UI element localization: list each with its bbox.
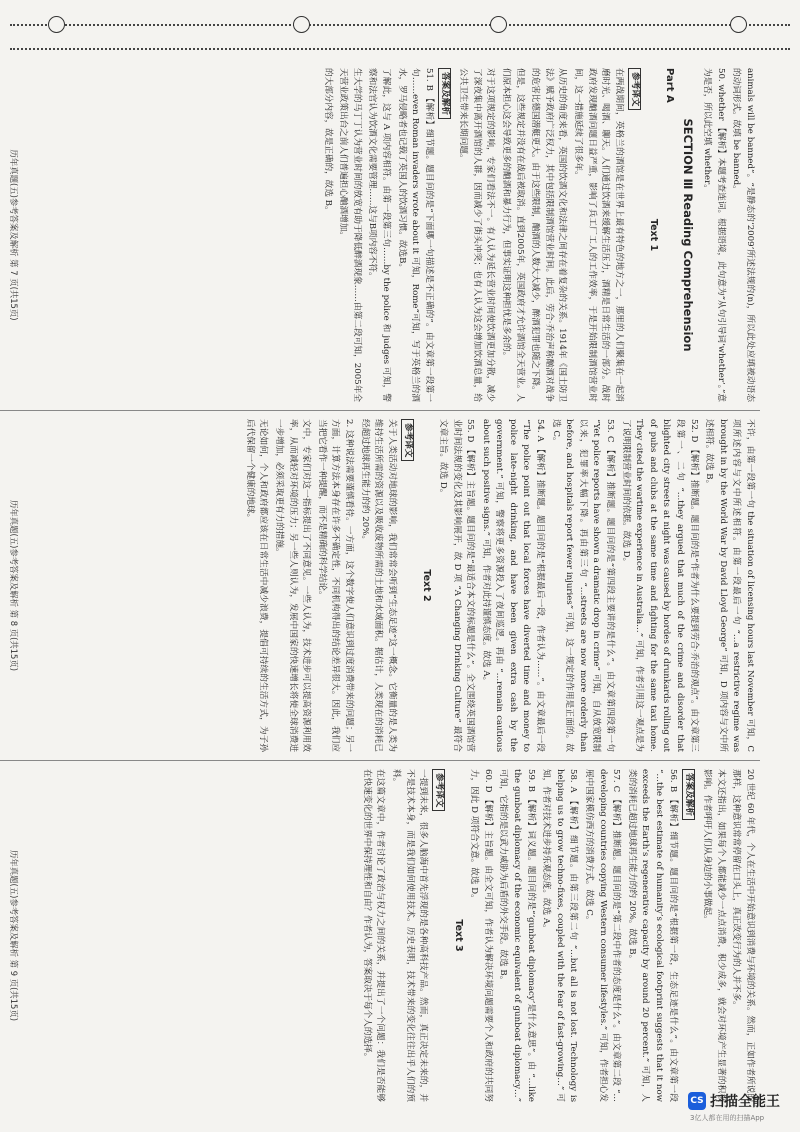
text-heading: Text 1	[648, 218, 660, 252]
page-body	[320, 68, 756, 402]
paragraph: 了解此，这与 A 项内容相符。由第一段第三句……by the police 和 judges 可知，警察和法官认为饮酒文化需要管理……这与B项内容不符。	[367, 68, 391, 402]
paragraph: 一提到未来，很多人脑海中首先浮现的是各种高科技产品。然而，真正决定未来的，并不是技术本身，而是我们如何使用技术。历史表明，技术带来的变化往往出乎人们的预料。	[390, 769, 429, 1102]
camscanner-logo-icon: CS	[688, 1092, 706, 1110]
scanner-watermark	[688, 1090, 798, 1128]
paragraph: animals will be banned”。“是静态的‘2009’所述法规的(n)，所以此处应填被动语态的动词形式。故填 be banned。	[731, 68, 755, 402]
section-label: 参考译文	[628, 68, 641, 110]
section-heading: SECTION Ⅲ Reading Comprehension	[680, 118, 695, 352]
paragraph: 57. C 【解析】推断题。题目问的是“第二段中作者的态度是什么”。由文章第二段 “…developing countries copying Western consumer lifestyles.” 可知，作者担心发展中国家模仿西方的消费方式。故选 C。	[584, 769, 622, 1102]
text-heading: Text 2	[421, 569, 433, 602]
paragraph: 50. whether 【解析】本题考查连词。根据语境，此句意为“从句引导词‘whether’。”意为是否，所以此空填 whether。	[702, 68, 726, 402]
paragraph: 本文还指出，如果每个人都能减少一点点消费，积少成多，就会对环境产生显著的积极影响。作者呼吁人们从身边的小事做起。	[702, 769, 726, 1102]
page-footer: 历年真题(五)参考答案及解析 第 9 页(共15页)	[8, 849, 19, 1022]
paragraph: 60. D 【解析】主旨题。由全文可知，作者认为解决环境问题需要个人和政府的共同努力，因此 D 项符合文意。故选 D。	[469, 769, 493, 1102]
punch-hole-3	[490, 16, 507, 33]
paragraph: 58. A 【解析】细节题。由第三段第二句 “…but all is not lost. Technology is helping us to grow techno-fixes, coupled with the fear of fast-growing…” 可知，作者对技术进步持乐观态度。故选 A。	[541, 769, 579, 1102]
section-label: 答案及解析	[682, 769, 695, 820]
paragraph: 52. D 【解析】推断题。题目问的是“作者为什么要提到劳合·乔治的观点”。由文章第三段第一、二句 “…they argued that much of the crime and disorder that blighted city streets at night was caused by hordes of drunkards rolling out of pubs and clubs at the same time and fighting for the same taxi home. They cited the wartime experience in Australia…” 可知，作者引用这一观点是为了说明限制营业时间的依据。故选 D。	[620, 419, 699, 752]
paragraph: 2. 这种说法需要谨慎看待。一方面，这个数字使人们意识到过度消费带来的问题；另一方面，计算方法本身存在许多不确定性，不同机构得出的结论差异很大。因此，我们应当把它看作一种提醒，而不是精确的科学结论。	[316, 419, 354, 752]
answer-page-9	[0, 760, 760, 1110]
paragraph: 53. C 【解析】推断题。题目问的是“第四段主要讲的是什么”。由文章第四段第一句 “Yet police reports have shown a dramatic drop in crime” 可知，自从放宽限制以来，犯罪率大幅下降。再由第三句 “…streets are now more orderly than before, and hospitals report fewer injuries” 可知，这一规定的作用是正面的。故选 C。	[550, 419, 616, 752]
paragraph: 从历史的角度来看，英国的饮酒文化和法律之间存在着复杂的关系。1914年《国土防卫法》赋予政府广泛权力，其中包括限制酒馆营业时间。此后，劳合·乔治声称酗酒对战争的危害比德国潜艇更大。由于这些限制，酗酒的人数大大减少，醉酒犯罪也随之下降。	[530, 68, 568, 402]
paragraph: 在两战期间，英格兰的酒馆是在世界上最有特色的地方之一，那里的人们聚集在一起消磨时光、喝酒、聊天。人们通过饮酒来缓解生活压力，酒精是日常生活的一部分。战时政府发现酗酒问题日益严重，影响了兵工厂工人的工作效率，于是开始限制酒馆营业时间，这一措施延续了很多年。	[573, 68, 624, 402]
punch-hole-1	[48, 16, 65, 33]
section-label: 答案及解析	[438, 68, 451, 119]
section-label: 参考译文	[401, 419, 414, 461]
paragraph: 20 世纪 60 年代，个人在生活中开始意识到消费与环境的关系。然而，正如作者所说的那样，这种意识常常停留在口头上，真正改变行为的人并不多。	[731, 769, 755, 1102]
section-label: 参考译文	[432, 769, 445, 811]
answer-page-7	[0, 60, 760, 410]
punch-hole-2	[293, 16, 310, 33]
text-heading: Text 3	[452, 919, 464, 952]
page-footer: 历年真题(五)参考答案及解析 第 8 页(共15页)	[8, 499, 19, 672]
watermark-slogan: 3亿人都在用的扫描App	[690, 1114, 765, 1122]
paragraph: 59. B 【解析】词义题。题目问的是“‘gunboat diplomacy’是什么意思”。由 “…like the gunboat diplomacy of the economic equivalent of gunboat diplomacy…” 可知，它指的是以武力威胁为后盾的外交手段。故选 B。	[498, 769, 536, 1102]
watermark-brand: 扫描全能王	[710, 1094, 780, 1110]
punch-hole-4	[730, 16, 747, 33]
paragraph: 的大部分内容，故是正确的，故选 B。	[322, 68, 333, 215]
paragraph: 无论如何，个人和政府都应该在日常生活中减少浪费，提倡可持续的生活方式，为子孙后代保留一个健康的地球。	[244, 419, 269, 752]
paragraph: 关于人类活动对地球的影响，我们常常会听到“生态足迹”这一概念。它衡量的是人类为维持生活所需的资源以及吸收废物所需的土地和水域面积。据估计，人类现在的消耗已经超过地球再生能力的约 20%。	[359, 419, 397, 752]
paragraph: 生大学的马丁丁认为营业时间的放宽有助于降低醉酒现象……由第二段可知，2005年全天营业政策出台之前人们普遍担心酗酒增加。	[338, 68, 362, 402]
rotated-content-viewport	[0, 60, 760, 1132]
paragraph: 51. B 【解析】细节题。题目问的是“下面哪一句描述是不正确的”。由文章第一段第一句……even Roman invaders wrote about it 可知，Rome“可知，写于英格兰的酒水，罗马侵略者也记载了英国人的饮酒习惯。故选B。	[396, 68, 434, 402]
part-heading: Part A	[664, 68, 676, 103]
answer-sheet-spread	[0, 60, 760, 1110]
binding-dotted-line-top	[10, 24, 790, 26]
paragraph: 56. B 【解析】细节题。题目问的是“根据第一段，生态足迹是什么”。由文章第一段 “…the best estimate of humanity’s ecological footprint suggests that it now exceeds the Earth’s regenerative capacity by around 20 percent.” 可知，人类的消耗已超过地球再生能力的约 20%。故选 B。	[626, 769, 678, 1102]
paragraph: 55. D 【解析】主旨题。题目问的是“最适合本文的标题是什么”。全文围绕英国酒馆营业时间法规的变化及其影响展开，故 D 项 “A Changing Drinking Culture” 最符合文章主旨。故选 D。	[437, 419, 476, 752]
binding-dotted-line-bottom	[10, 48, 790, 50]
page-body	[242, 419, 756, 752]
paragraph: 54. A 【解析】推断题。题目问的是“根据最后一段，作者认为……”。由文章最后一段 “The police point out that local forces have diverted time and money to police late-night drinking, and have been given extra cash by the government.” 可知，警察将更多资源投入了夜间巡逻。再由 “…remain cautious about such positive signs.” 可知，作者对此持谨慎态度。故选 A。	[480, 419, 546, 752]
paragraph: 但是，这些规定并没有在战后被取消。直到2005年，英国政府才允许酒馆全天营业。人们原本担心这会导致更多的酗酒和暴力行为，但事实证明这种担忧是多余的。	[501, 68, 525, 402]
paragraph: 在这篇文章中，作者讨论了政治与权力之间的关系，并提出了一个问题：我们是否能够在快速变化的世界中保持理性和自由？作者认为，答案取决于每个人的选择。	[361, 769, 386, 1102]
binding-strip	[10, 10, 790, 58]
answer-page-8	[0, 410, 760, 760]
page-body	[359, 769, 756, 1102]
page-footer: 历年真题(五)参考答案及解析 第 7 页(共15页)	[8, 149, 19, 321]
paragraph: 对于这项规定的影响，专家们看法不一。有人认为延长营业时间使饮酒更加分散，减少了深夜集中离开酒馆的人群，因而减少了街头冲突；也有人认为这会增加饮酒总量，给公共卫生带来长期问题。	[458, 68, 496, 402]
paragraph: 不许，由第一段第一句 the situation of licensing hours last November 可知，C 项所述内容与文中所述相符。由第一段最后一句 “…a restrictive regime was brought in by the World War by David Lloyd George” 可知，D 项内容与文中所述相符。故选 B。	[704, 419, 755, 752]
paragraph: 文中，专家们对这一指标提出了不同意见。一些人认为，技术进步可以提高资源利用效率，从而减轻对环境的压力；另一些人则认为，发展中国家的快速增长将使全球消费进一步增加，必须采取更有力的措施。	[274, 419, 312, 752]
